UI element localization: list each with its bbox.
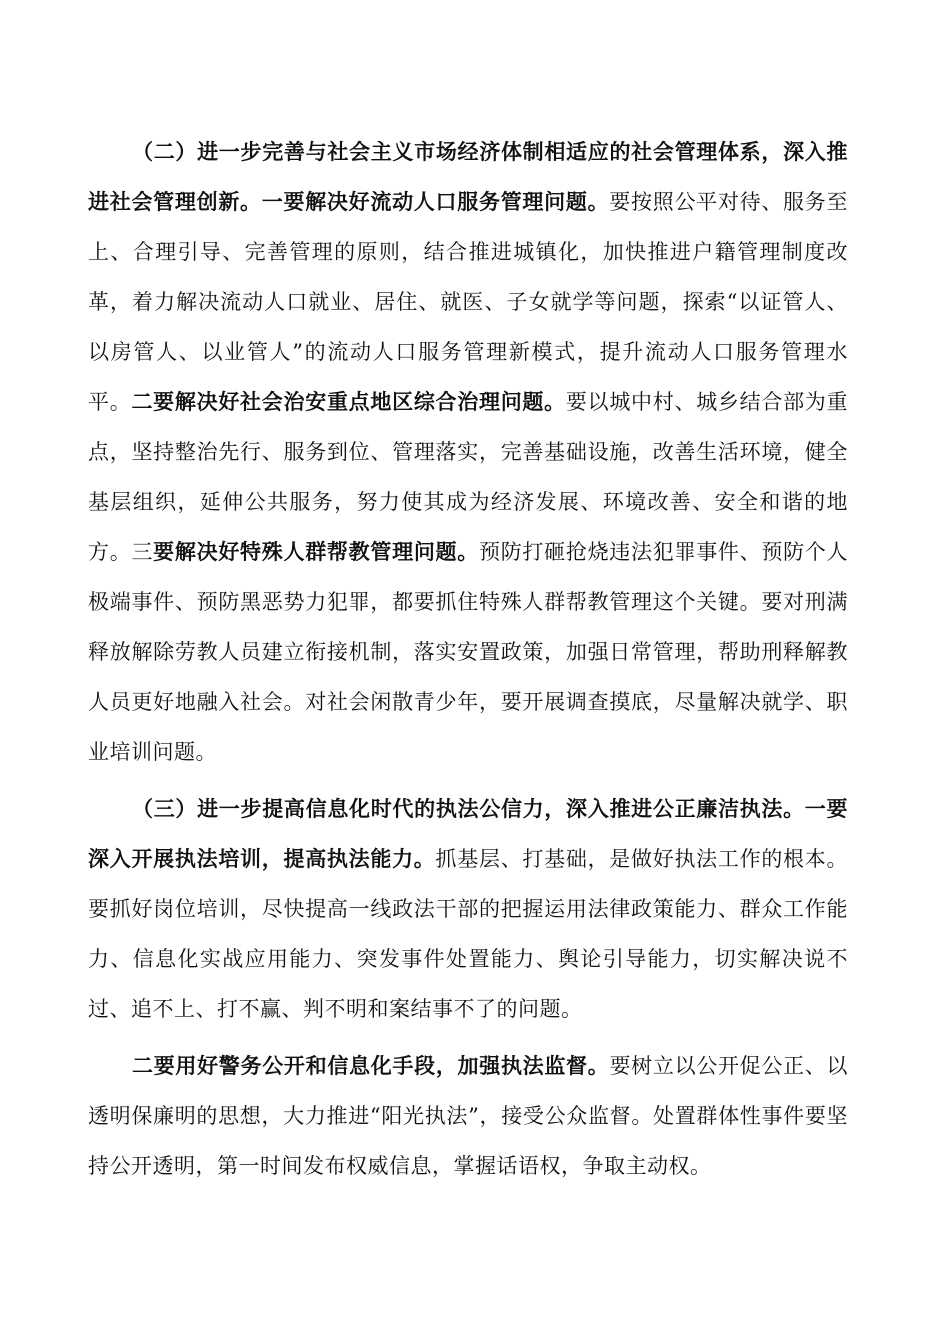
- paragraph-1-text-2: 要以城中村、城乡结合部为重点，坚持整治先行、服务到位、管理落实，完善基础设施，改善生活环境，健全基层组织，延伸公共服务，努力使其成为经济发展、环境改善、安全和谐的地方。三: [88, 390, 849, 564]
- document-body: [88, 127, 848, 1191]
- paragraph-1-bold-1: （二）进一步完善与社会主义市场经济体制相适应的社会管理体系，深入推进社会管理创新。一要解决好流动人口服务管理问题。: [88, 140, 848, 214]
- paragraph-1-text-1: 要按照公平对待、服务至上、合理引导、完善管理的原则，结合推进城镇化，加快推进户籍管理制度改革，着力解决流动人口就业、居住、就医、子女就学等问题，探索“以证管人、以房管人、以业管人”的流动人口服务管理新模式，提升流动人口服务管理水平。: [88, 190, 849, 414]
- paragraph-2-bold-1: （三）进一步提高信息化时代的执法公信力，深入推进公正廉洁执法。一要深入开展执法培训，提高执法能力。: [88, 797, 848, 871]
- paragraph-1-bold-2: 二要解决好社会治安重点地区综合治理问题。: [131, 390, 566, 414]
- paragraph-supervision: [88, 1041, 848, 1191]
- paragraph-social-management: [88, 127, 848, 777]
- paragraph-gap: [88, 1034, 848, 1041]
- paragraph-3-bold-1: 二要用好警务公开和信息化手段，加强执法监督。: [132, 1054, 610, 1078]
- paragraph-2-text-1: 抓基层、打基础，是做好执法工作的根本。要抓好岗位培训，尽快提高一线政法干部的把握运用法律政策能力、群众工作能力、信息化实战应用能力、突发事件处置能力、舆论引导能力，切实解决说不过、追不上、打不赢、判不明和案结事不了的问题。: [88, 847, 849, 1021]
- paragraph-gap: [88, 777, 848, 784]
- paragraph-1-bold-3: 要解决好特殊人群帮教管理问题。: [153, 540, 479, 564]
- paragraph-law-enforcement: [88, 784, 848, 1034]
- paragraph-3-text-1: 要树立以公开促公正、以透明保廉明的思想，大力推进“阳光执法”，接受公众监督。处置群体性事件要坚持公开透明，第一时间发布权威信息，掌握话语权，争取主动权。: [88, 1054, 848, 1178]
- paragraph-1-text-3: 预防打砸抢烧违法犯罪事件、预防个人极端事件、预防黑恶势力犯罪，都要抓住特殊人群帮教管理这个关键。要对刑满释放解除劳教人员建立衔接机制，落实安置政策，加强日常管理，帮助刑释解教人员更好地融入社会。对社会闲散青少年，要开展调查摸底，尽量解决就学、职业培训问题。: [88, 540, 849, 764]
